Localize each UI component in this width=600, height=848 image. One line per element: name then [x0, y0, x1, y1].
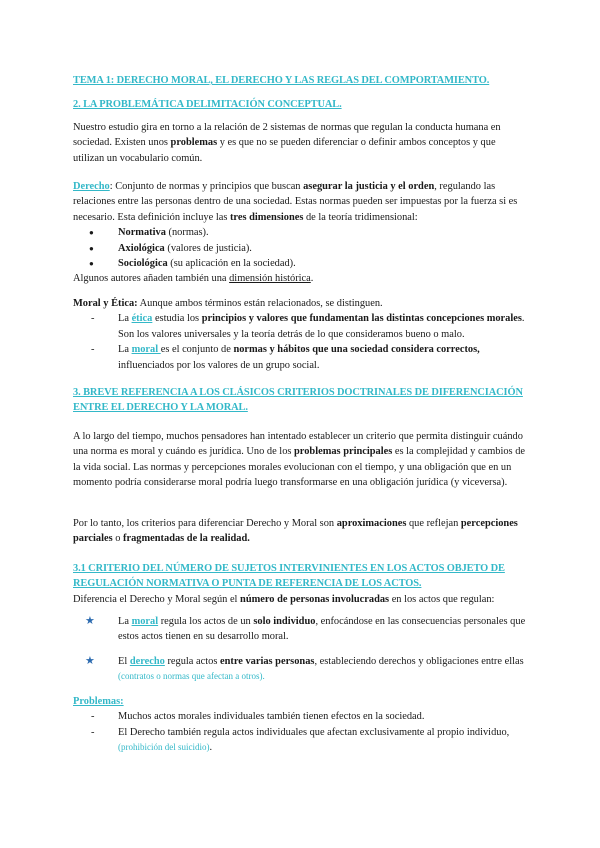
list-item: ★ La moral regula los actos de un solo individuo, enfocándose en las consecuencias personales que estos actos tienen en su desarrollo moral. — [85, 615, 526, 643]
section-3-1-intro: Diferencia el Derecho y Moral según el número de personas involucradas en los actos que regulan: — [73, 594, 495, 605]
section-3-paragraph-2: Por lo tanto, los criterios para diferenciar Derecho y Moral son aproximaciones que reflejan percepciones parciales o fragmentadas de la realidad. — [73, 518, 518, 545]
section-3-heading: 3. BREVE REFERENCIA A LOS CLÁSICOS CRITERIOS DOCTRINALES DE DIFERENCIACIÓN ENTRE EL DERECHO Y LA MORAL. — [73, 387, 523, 414]
star-icon: ★ — [85, 654, 95, 667]
star-icon: ★ — [85, 615, 95, 627]
section-2-intro: Nuestro estudio gira en torno a la relación de 2 sistemas de normas que regulan la conducta humana en sociedad. Existen unos problemas y es que no se pueden diferenciar o definir ambos conceptos y que utilizan un vocabulario común. — [73, 122, 501, 164]
derecho-term: derecho — [129, 655, 165, 667]
list-item: - Muchos actos morales individuales también tienen efectos en la sociedad. — [73, 709, 528, 724]
dimensions-list — [73, 225, 528, 271]
derecho-term: Derecho — [73, 181, 110, 192]
section-3-paragraph-1: A lo largo del tiempo, muchos pensadores han intentado establecer un criterio que permita distinguir cuándo una norma es moral y cuándo es jurídica. Uno de los problemas principales es la complejidad y cambios de la vida social. Las normas y percepciones morales evolucionan con el tiempo, y una obligación que en un momento podría considerarse moral podría luego transformarse en una obligación jurídica (y viceversa). — [73, 431, 526, 489]
list-item: ● Normativa (normas). — [73, 225, 528, 240]
section-2-heading: 2. LA PROBLEMÁTICA DELIMITACIÓN CONCEPTUAL. — [73, 99, 342, 110]
etica-term: ética — [131, 313, 153, 325]
list-item: ● Sociológica (su aplicación en la sociedad). — [73, 256, 528, 271]
document-title: TEMA 1: DERECHO MORAL, EL DERECHO Y LAS REGLAS DEL COMPORTAMIENTO. — [73, 75, 490, 86]
derecho-definition: Derecho: Conjunto de normas y principios que buscan asegurar la justicia y el orden, regulando las relaciones entre las personas dentro de una sociedad. Estas normas pueden ser impuestas por la fuerza si es necesario. Esta definición incluye las tres dimensiones de la teoría tridimensional: ● Normativa (normas). ● Axiológica (valores de justicia). ● Sociológica (su aplicación en la sociedad). Algunos autores añaden también una dimensión histórica. — [73, 179, 528, 287]
problems-heading: Problemas: — [73, 696, 124, 707]
section-3-1-heading: 3.1 CRITERIO DEL NÚMERO DE SUJETOS INTERVINIENTES EN LOS ACTOS OBJETO DE REGULACIÓN NORMATIVA O PUNTA DE REFERENCIA DE LOS ACTOS. — [73, 563, 505, 590]
list-item: ● Axiológica (valores de justicia). — [73, 241, 528, 256]
moral-etica-block: Moral y Ética: Aunque ambos términos están relacionados, se distinguen. - La ética estudia los principios y valores que fundamentan las distintas concepciones morales. Son los valores universales y la teoría detrás de lo que consideramos bueno o malo. - La moral es el conjunto de normas y hábitos que una sociedad considera correctos, influenciados por los valores de un grupo social. — [73, 296, 528, 373]
problemas-term: problemas — [170, 137, 218, 149]
historical-dimension-note: Algunos autores añaden también una dimensión histórica. — [73, 273, 314, 285]
list-item: - El Derecho también regula actos individuales que afectan exclusivamente al propio individuo, (prohibición del suicidio). — [73, 725, 528, 756]
moral-term: moral — [131, 344, 161, 356]
moral-term: moral — [131, 616, 159, 627]
list-item: ★ El derecho regula actos entre varias personas, estableciendo derechos y obligaciones entre ellas (contratos o normas que afectan a otros). — [85, 654, 524, 682]
problems-block — [73, 694, 528, 756]
criteria-star-list — [73, 614, 528, 694]
list-item: - La ética estudia los principios y valores que fundamentan las distintas concepciones morales. Son los valores universales y la teoría detrás de lo que consideramos bueno o malo. — [73, 311, 528, 342]
list-item: - La moral es el conjunto de normas y hábitos que una sociedad considera correctos, influenciados por los valores de un grupo social. — [73, 342, 528, 373]
